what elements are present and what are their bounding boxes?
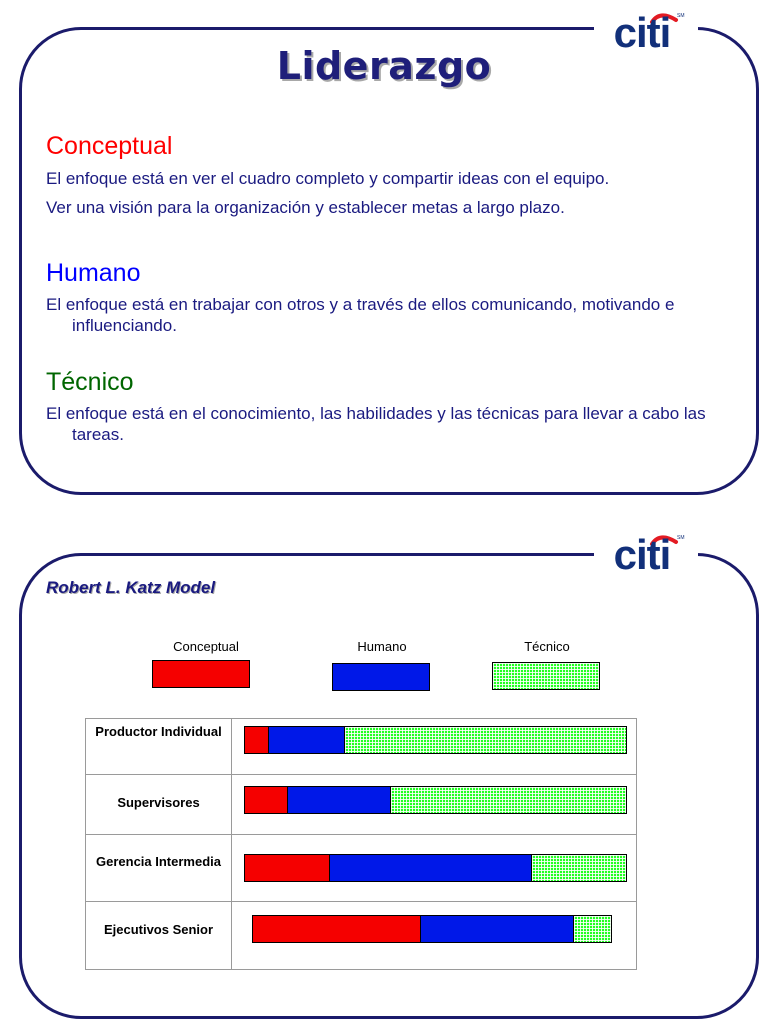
page-title: Liderazgo <box>276 44 492 88</box>
bar-segment-humano <box>420 916 572 942</box>
stacked-bar-ejecutivos-senior <box>252 915 612 943</box>
stacked-bar-productor-individual <box>244 726 627 754</box>
row-label-ejecutivos-senior: Ejecutivos Senior <box>103 922 214 937</box>
bar-segment-tecnico <box>573 916 611 942</box>
citi-logo-sm: SM <box>677 13 685 19</box>
citi-logo-text: citi <box>613 9 671 56</box>
section-heading-tecnico: Técnico <box>46 368 134 396</box>
stacked-bar-supervisores <box>244 786 627 814</box>
legend-label-tecnico: Técnico <box>524 639 570 654</box>
bar-segment-humano <box>287 787 390 813</box>
table-divider <box>86 901 636 902</box>
citi-logo <box>594 530 698 578</box>
legend-label-conceptual: Conceptual <box>173 639 239 654</box>
row-label-productor-individual: Productor Individual <box>95 724 222 739</box>
legend-swatch-conceptual <box>152 660 250 688</box>
table-divider <box>86 774 636 775</box>
conceptual-line-2: Ver una visión para la organización y establecer metas a largo plazo. <box>46 198 565 217</box>
section-heading-conceptual: Conceptual <box>46 132 173 160</box>
bar-segment-conceptual <box>253 916 421 942</box>
conceptual-line-1: El enfoque está en ver el cuadro completo y compartir ideas con el equipo. <box>46 169 610 188</box>
tecnico-paragraph: El enfoque está en el conocimiento, las habilidades y las técnicas para llevar a cabo las tareas. <box>46 404 706 444</box>
bar-segment-conceptual <box>245 787 287 813</box>
bar-segment-tecnico <box>344 727 626 753</box>
bar-segment-conceptual <box>245 855 329 881</box>
bar-segment-conceptual <box>245 727 268 753</box>
legend-label-humano: Humano <box>357 639 407 654</box>
legend-swatch-humano <box>332 663 430 691</box>
bar-segment-tecnico <box>531 855 626 881</box>
citi-logo-text: citi <box>613 531 671 578</box>
section-heading-humano: Humano <box>46 259 141 287</box>
row-label-gerencia-intermedia: Gerencia Intermedia <box>96 854 221 869</box>
bar-segment-humano <box>329 855 531 881</box>
bar-segment-humano <box>268 727 344 753</box>
katz-model-title: Robert L. Katz Model <box>46 578 216 597</box>
citi-logo-sm: SM <box>677 535 685 541</box>
row-label-supervisores: Supervisores <box>117 795 200 810</box>
bar-segment-tecnico <box>390 787 626 813</box>
katz-chart-table <box>85 718 637 970</box>
table-divider <box>86 834 636 835</box>
humano-paragraph: El enfoque está en trabajar con otros y a través de ellos comunicando, motivando e influenciando. <box>46 295 675 335</box>
table-divider-vertical <box>231 719 232 969</box>
legend-swatch-tecnico <box>492 662 600 690</box>
stacked-bar-gerencia-intermedia <box>244 854 627 882</box>
